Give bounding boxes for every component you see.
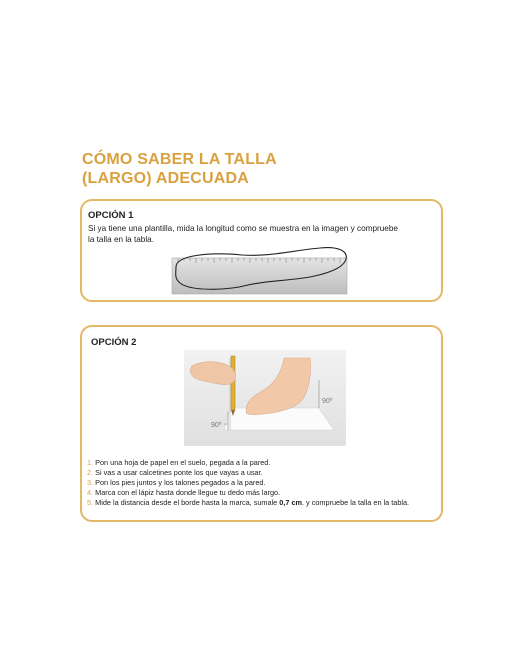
angle-label-right: 90º [322, 398, 333, 405]
option1-heading: OPCIÓN 1 [88, 210, 134, 221]
list-item [87, 458, 409, 468]
step-text-after: . y compruebe la talla en la tabla. [302, 498, 410, 507]
list-item [87, 498, 409, 508]
step-text: Pon los pies juntos y los talones pegados a la pared. [95, 478, 266, 487]
list-item [87, 488, 409, 498]
insole-ruler-illustration [170, 245, 350, 297]
page-title [82, 150, 277, 188]
list-item [87, 468, 409, 478]
option1-description-line2: la talla en la tabla. [88, 235, 154, 244]
option1-card [80, 199, 443, 302]
list-item [87, 478, 409, 488]
option2-heading: OPCIÓN 2 [91, 337, 137, 348]
instructions-list [87, 458, 409, 508]
step-text-bold: 0,7 cm [279, 498, 302, 507]
step-number: 4. [87, 488, 94, 497]
option1-description [88, 223, 438, 245]
step-text: Pon una hoja de papel en el suelo, pegada a la pared. [95, 458, 271, 467]
step-number: 1. [87, 458, 94, 467]
option2-card [80, 325, 443, 522]
step-number: 3. [87, 478, 94, 487]
page-title-line2: (LARGO) ADECUADA [82, 170, 250, 187]
step-text: Marca con el lápiz hasta donde llegue tu dedo más largo. [95, 488, 281, 497]
step-number: 5. [87, 498, 94, 507]
angle-label-left: 90º [211, 422, 222, 429]
step-text-before: Mide la distancia desde el borde hasta la marca, sumale [95, 498, 280, 507]
page-title-line1: CÓMO SABER LA TALLA [82, 151, 277, 168]
step-text: Si vas a usar calcetines ponte los que vayas a usar. [95, 468, 263, 477]
step-number: 2. [87, 468, 94, 477]
foot-measurement-illustration [184, 350, 346, 446]
option1-description-line1: Si ya tiene una plantilla, mida la longitud como se muestra en la imagen y compruebe [88, 224, 398, 233]
